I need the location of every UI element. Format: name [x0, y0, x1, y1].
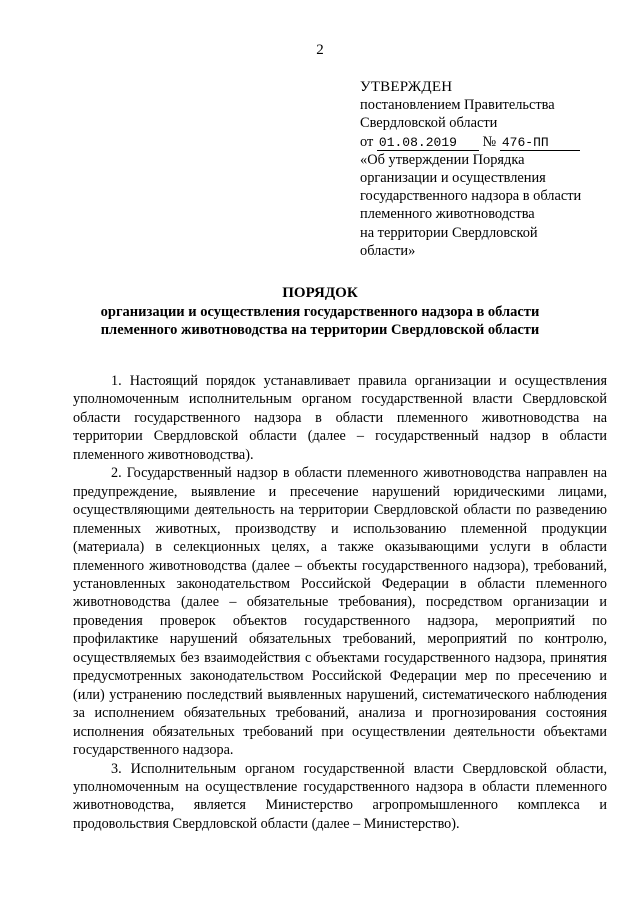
approval-line-1: постановлением Правительства [360, 97, 555, 114]
approval-subject-line: на территории Свердловской [360, 224, 538, 241]
approval-subject-line: области» [360, 242, 416, 259]
approval-subject-line: «Об утверждении Порядка [360, 151, 525, 168]
paragraph-2: 2. Государственный надзор в области племенного животноводства направлен на предупреждение, выявление и пресечение нарушений юридическими лицами, осуществляющими деятельность на территории Свердловской области по разведению племенных животных, производству и использованию племенной продукции (материала) в селекционных целях, а также оказывающими услуги в области племенного животноводства (далее – объекты государственного надзора), требований, установленных законодательством Российской Федерации в области племенного животноводства (далее – обязательные требования), посредством организации и проведения проверок объектов государственного надзора, мероприятий по профилактике нарушений обязательных требований, мероприятий по контролю, осуществляемых без взаимодействия с объектами государственного надзора, принятия предусмотренных законодательством Российской Федерации мер по пресечению и (или) устранению последствий выявленных нарушений, систематического наблюдения за исполнением обязательных требований, анализа и прогнозирования состояния исполнения обязательных требований при осуществлении деятельности объектами государственного надзора. [73, 465, 607, 759]
approval-subject-line: племенного животноводства [360, 206, 535, 223]
date-prefix: от [360, 133, 374, 150]
document-subtitle-line-1: организации и осуществления государственного надзора в области [100, 303, 540, 320]
approval-stamp [360, 78, 620, 260]
document-title-block [0, 284, 640, 340]
paragraph-3: 3. Исполнительным органом государственной власти Свердловской области, уполномоченным на осуществление государственного надзора в области племенного животноводства, является Министерство агропромышленного комплекса и продовольствия Свердловской области (далее – Министерство). [73, 760, 607, 832]
approval-date-line [360, 133, 620, 151]
document-title: ПОРЯДОК [282, 285, 358, 301]
approval-subject-line: организации и осуществления [360, 170, 546, 187]
approval-line-2: Свердловской области [360, 115, 498, 132]
number-prefix: № [482, 133, 497, 150]
approval-subject-line: государственного надзора в области [360, 188, 582, 205]
paragraph-1: 1. Настоящий порядок устанавливает правила организации и осуществления уполномоченным исполнительным органом государственной власти Свердловской области государственного надзора в области племенного животноводства на территории Свердловской области (далее – государственный надзор в области племенного животноводства). [73, 373, 607, 463]
approval-date: 01.08.2019 [377, 136, 479, 151]
document-subtitle-line-2: племенного животноводства на территории Свердловской области [100, 322, 540, 338]
approved-label: УТВЕРЖДЕН [360, 79, 453, 95]
page-number: 2 [316, 42, 324, 58]
document-body [73, 372, 607, 833]
approval-number: 476-ПП [500, 136, 580, 151]
